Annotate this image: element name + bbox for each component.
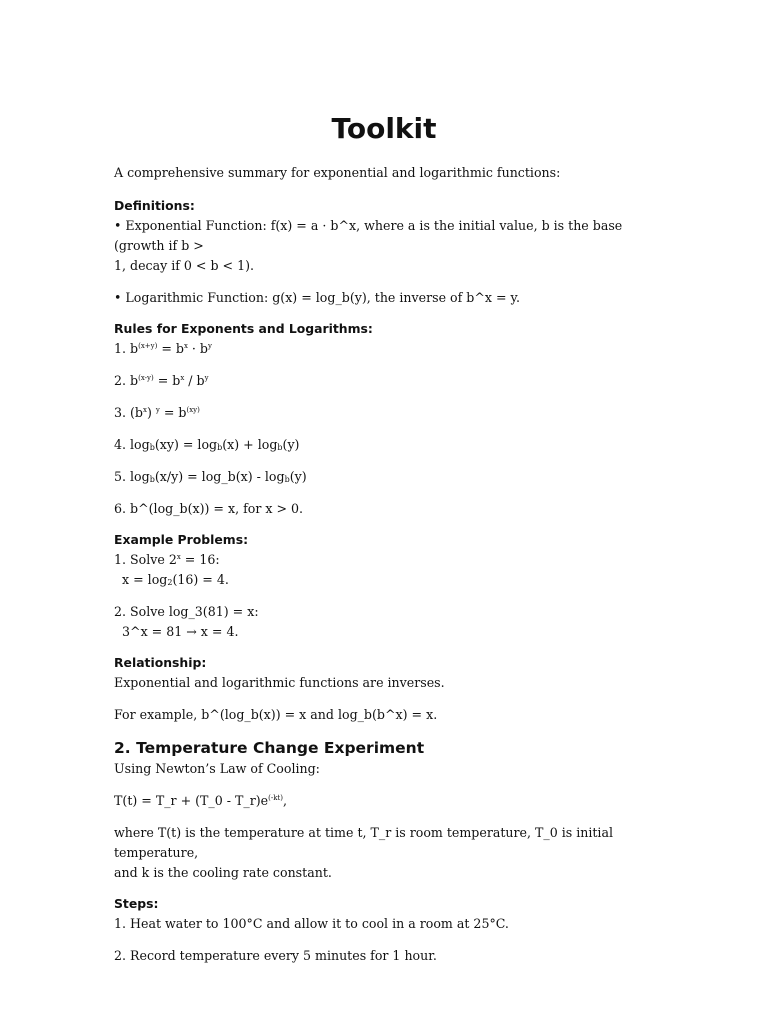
definitions-heading: Definitions:: [114, 198, 195, 213]
example-1-problem: 1. Solve $2^x = 16$:: [114, 552, 220, 567]
relationship-heading: Relationship:: [114, 655, 207, 670]
logarithmic-definition: • Logarithmic Function: g(x) = log_b(y), the inverse of b^x = y.: [114, 290, 521, 305]
rule-3: 3. $(b^x) ^y = b^{(xy)}$: [114, 405, 200, 420]
cooling-formula: T(t) = T_r + (T_0 - $T\_r)e^{(-kt)}$,: [114, 793, 287, 808]
relationship-line2: For example, b^(log_b(x)) = x and log_b(b^x) = x.: [114, 707, 438, 722]
rule-1: 1. $b^{(x+y)} = b^x \cdot b^y$: [114, 341, 212, 356]
formula-explanation-line2: and k is the cooling rate constant.: [114, 865, 332, 880]
section-2-heading: 2. Temperature Change Experiment: [114, 739, 425, 757]
formula-explanation-line1: where T(t) is the temperature at time t, T_r is room temperature, T_0 is initial temperature,: [114, 825, 613, 860]
rules-heading: Rules for Exponents and Logarithms:: [114, 321, 373, 336]
exponential-definition-line2: 1, decay if 0 < b < 1).: [114, 258, 255, 273]
rule-4: 4. $\log_b(xy) = \log_b(x) + \log_b(y)$: [114, 437, 300, 452]
section-2-intro: Using Newton’s Law of Cooling:: [114, 761, 320, 776]
exponential-definition-line1: • Exponential Function: f(x) = a · b^x, where a is the initial value, b is the base (growth if b >: [114, 218, 623, 253]
step-1: 1. Heat water to 100°C and allow it to cool in a room at 25°C.: [114, 916, 509, 931]
rule-5: 5. $\log_b(x/y)$ = log_b(x) - $\log_b(y)$: [114, 469, 307, 484]
example-2-solution: 3^x = 81 → x = 4.: [122, 624, 239, 639]
rule-2: 2. $b^{(x-y)} = b^x / b^y$: [114, 373, 209, 388]
intro-text: A comprehensive summary for exponential and logarithmic functions:: [114, 165, 561, 180]
example-1-solution: $x = \log_2(16) = 4$.: [122, 572, 229, 587]
document-title: Toolkit: [331, 112, 437, 145]
rule-6: 6. b^(log_b(x)) = x, for x > 0.: [114, 501, 304, 516]
steps-heading: Steps:: [114, 896, 159, 911]
step-2: 2. Record temperature every 5 minutes for 1 hour.: [114, 948, 437, 963]
example-2-problem: 2. Solve log_3(81) = x:: [114, 604, 259, 619]
examples-heading: Example Problems:: [114, 532, 249, 547]
relationship-line1: Exponential and logarithmic functions are inverses.: [114, 675, 445, 690]
